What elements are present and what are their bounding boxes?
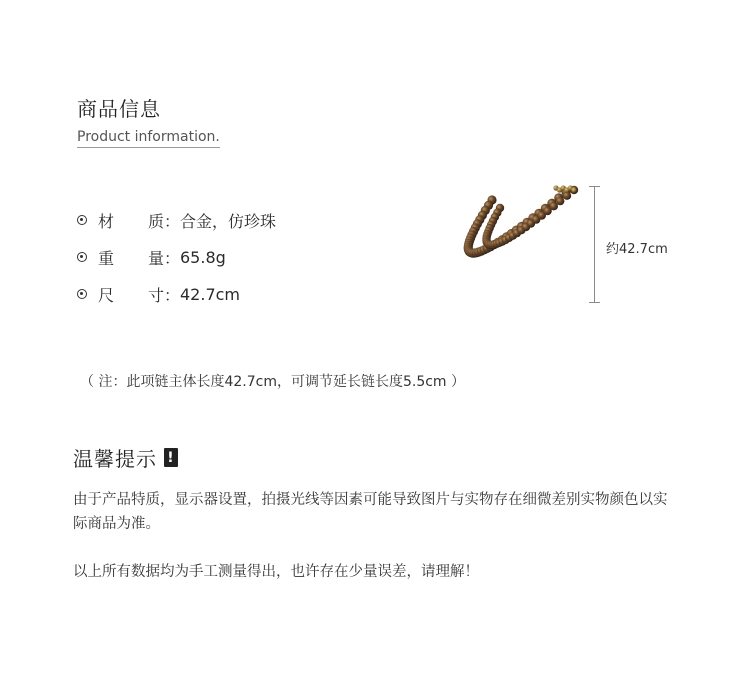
bullet-icon [77,289,87,299]
exclamation-icon: ! [164,448,178,467]
dimension-cap-bottom [589,302,600,303]
section-title-product-info: 商品信息 [77,97,161,121]
spec-value: 合金，仿珍珠 [180,211,277,231]
spec-label: 尺 寸： [98,285,180,305]
length-note: （ 注：此项链主体长度42.7cm，可调节延长链长度5.5cm ） [80,374,466,390]
dimension-line [594,186,595,303]
spec-row-material [77,208,276,232]
section-title-warm-tips [73,443,178,472]
spec-value: 42.7cm [180,284,241,304]
spec-value: 65.8g [180,247,226,267]
warm-tips-paragraph: 由于产品特质，显示器设置，拍摄光线等因素可能导致图片与实物存在细微差别实物颜色以实际商品为准。 [73,492,668,532]
dimension-label: 约42.7cm [606,242,668,257]
bead [556,197,564,205]
spec-row-weight [77,245,226,269]
dimension-cap-top [589,186,600,187]
spec-label: 材 质： [98,211,180,231]
spec-row-size [77,282,240,306]
necklace-image [440,178,590,312]
bullet-icon [77,252,87,262]
spec-label: 重 量： [98,248,180,268]
warm-tips-title: 温馨提示 [73,447,157,471]
bullet-icon [77,215,87,225]
bead [563,192,571,200]
section-subtitle-product-info: Product information. [77,129,220,148]
warm-tips-paragraph: 以上所有数据均为手工测量得出，也许存在少量误差，请理解！ [73,564,479,580]
clasp-link [571,187,576,192]
necklace-strand-outer [464,187,571,257]
